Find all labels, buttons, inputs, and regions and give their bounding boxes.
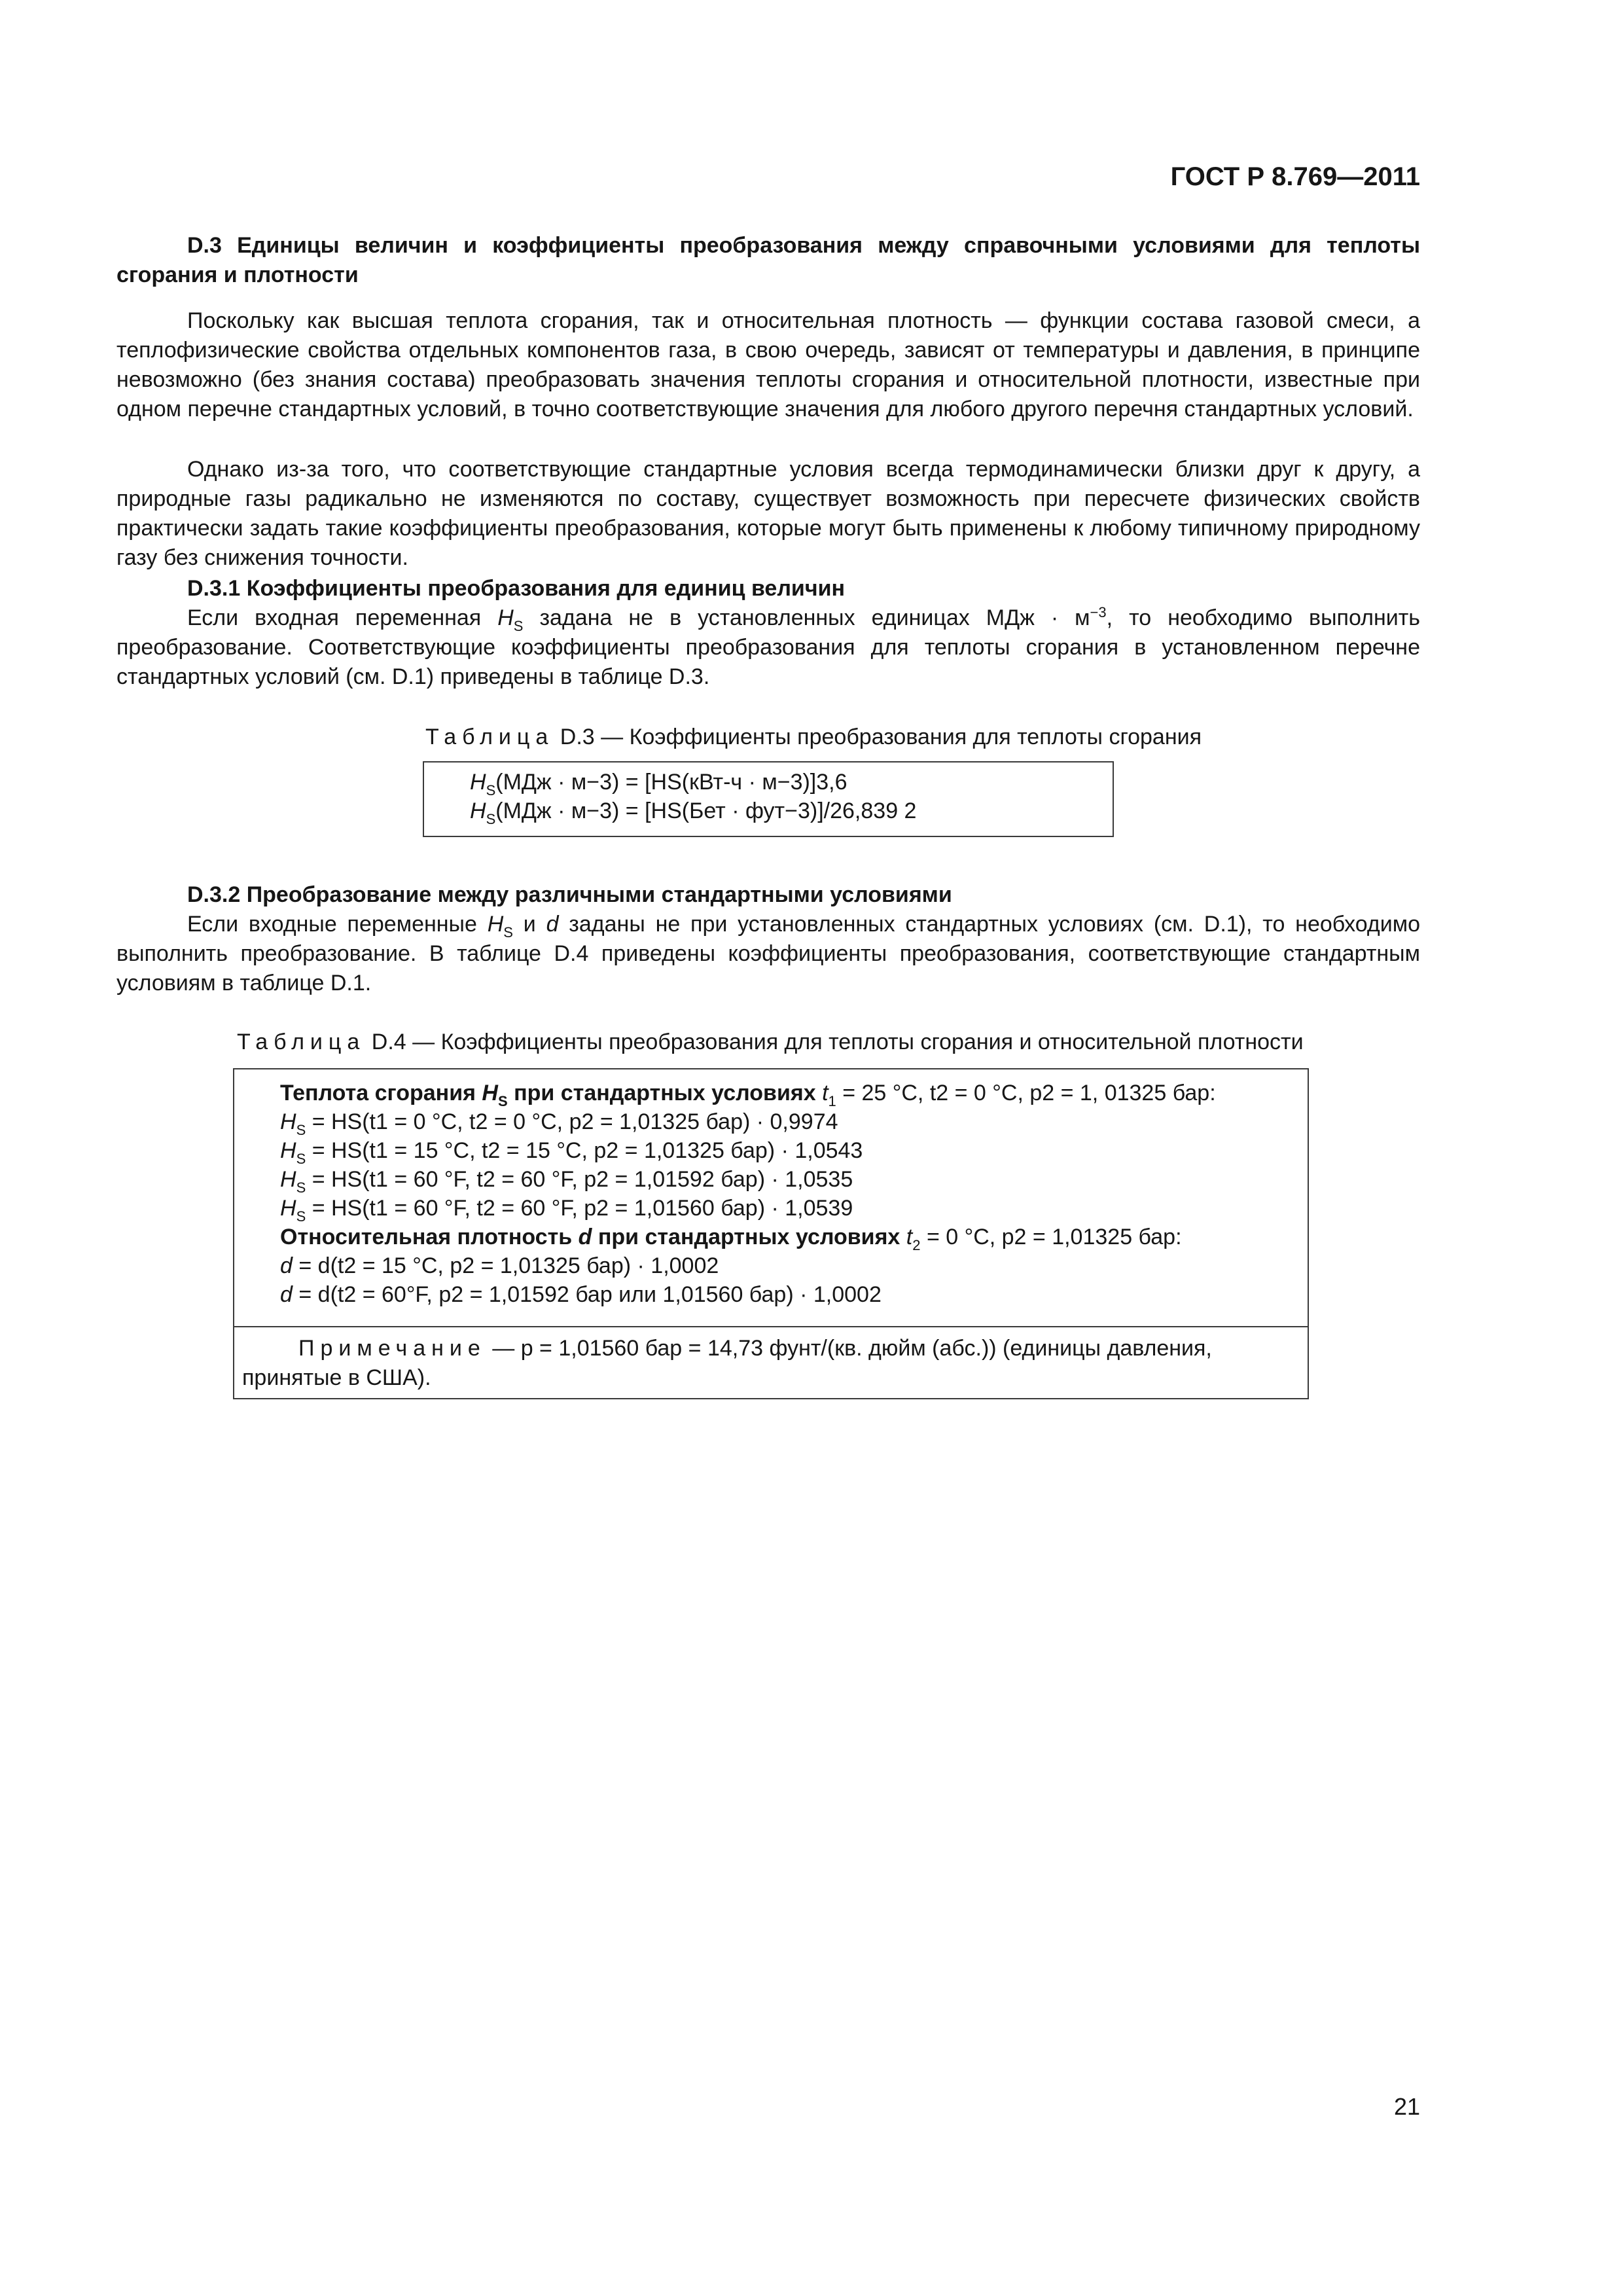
table-d4-row: $H_S = HS(t1 = 60$ °F, t2 = 60 °F, p2 = 1,01592 бар) · 1,0535 [280, 1167, 853, 1196]
section-d32-title: D.3.2 Преобразование между различными стандартными условиями [187, 882, 952, 907]
table-d3 [423, 761, 1114, 837]
table-d3-caption: Таблица D.3 — Коэффициенты преобразования для теплоты сгорания [425, 725, 1202, 749]
page-number: 21 [1393, 2093, 1420, 2120]
section-d3-title: D.3 Единицы величин и коэффициенты преобразования между справочными условиями для теплоты сгорания и плотности [116, 233, 1420, 287]
table-d3-row: $H_S(МДж \cdot м-3) = [HS(Бет \cdot фут-3)]/26,839$ 2 [470, 798, 917, 827]
section-d31-title: D.3.1 Коэффициенты преобразования для единиц величин [187, 576, 846, 601]
table-d4-row: $H_S = HS(t1 = 60$ °F, t2 = 60 °F, p2 = 1,01560 бар) · 1,0539 [280, 1196, 853, 1225]
section-d3-paragraph-1: Поскольку как высшая теплота сгорания, так и относительная плотность — функции состава газовой смеси, а теплофизические свойства отдельных компонентов газа, в свою очередь, зависят от температуры и давления, в принципе невозможно (без знания состава) преобразовать значения теплоты сгорания и относительной плотности, известные при одном перечне стандартных условий, в точно соответствующие значения для любого другого перечня стандартных условий. [116, 308, 1420, 422]
table-d4 [233, 1068, 1309, 1327]
table-d4-row: d = d(t2 = 15 °C, p2 = 1,01325 бар) · 1,0002 [280, 1253, 719, 1278]
table-d4-row: d = d(t2 = 60°F, p2 = 1,01592 бар или 1,01560 бар) · 1,0002 [280, 1282, 882, 1307]
table-d4-heat-header: Теплота сгорания $H_S$ при стандартных условиях $t_1 = 25$ °C, t2 = 0 °C, p2 = 1, 01325 бар: [280, 1081, 1216, 1109]
table-d4-caption: Таблица D.4 — Коэффициенты преобразования для теплоты сгорания и относительной плотности [237, 1030, 1304, 1054]
section-d3-paragraph-2: Однако из-за того, что соответствующие стандартные условия всегда термодинамически близки друг к другу, а природные газы радикально не изменяются по составу, существует возможность при пересчете физических свойств практически задать такие коэффициенты преобразования, которые могут быть применены к любому типичному природному газу без снижения точности. [116, 457, 1420, 570]
section-d31-paragraph: Если входная переменная $H_S$ задана не в установленных единицах МДж · $м^{-3}$, то необходимо выполнить преобразование. Соответствующие коэффициенты преобразования для теплоты сгорания в установленном перечне стандартных условий (см. D.1) приведены в таблице D.3. [116, 604, 1421, 689]
table-d4-row: $H_S = HS(t1 = 0$ °C, t2 = 0 °C, p2 = 1,01325 бар) · 0,9974 [280, 1109, 838, 1138]
table-d4-note [233, 1326, 1309, 1399]
section-d32-paragraph: Если входные переменные $H_S$ и d заданы не при установленных стандартных условиях (см. D.1), то необходимо выполнить преобразование. В таблице D.4 приведены коэффициенты преобразования, соответствующие стандартным условиям в таблице D.1. [116, 912, 1421, 996]
table-d4-note-text: Примечание — p = 1,01560 бар = 14,73 фунт/(кв. дюйм (абс.)) (единицы давления, принятые в США). [242, 1336, 1212, 1390]
table-d3-row: $H_S(МДж \cdot м-3) = [HS(кВт-ч \cdot м-3)]3,6$ [470, 770, 847, 798]
table-d4-row: $H_S = HS(t1 = 15$ °C, t2 = 15 °C, p2 = 1,01325 бар) · 1,0543 [280, 1138, 863, 1167]
document-code: ГОСТ Р 8.769—2011 [1170, 162, 1420, 191]
table-d4-density-header: Относительная плотность d при стандартных условиях $t_2 = 0$ °C, p2 = 1,01325 бар: [280, 1225, 1182, 1253]
